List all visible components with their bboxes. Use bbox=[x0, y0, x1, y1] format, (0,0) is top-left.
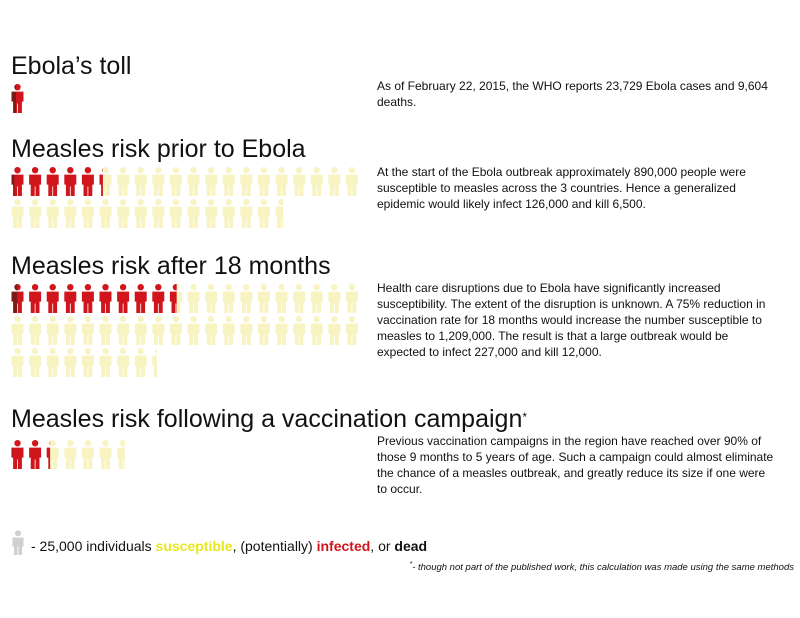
figure-s2-15-susceptible bbox=[275, 284, 288, 313]
figure-s2-47-susceptible bbox=[134, 348, 147, 377]
figure-s1-27 bbox=[134, 199, 147, 228]
figure-s1-1 bbox=[29, 167, 42, 196]
legend-or: , or bbox=[370, 538, 395, 554]
figure-s2-45 bbox=[99, 348, 112, 377]
figure-s1-1-infected bbox=[29, 167, 42, 196]
figure-s2-19-susceptible bbox=[345, 284, 358, 313]
figure-s1-7-susceptible bbox=[134, 167, 147, 196]
figure-s3-6 bbox=[117, 440, 125, 469]
figure-s2-11 bbox=[205, 284, 218, 313]
pictograph-ebola-toll bbox=[0, 82, 370, 118]
section-title-vaccination-campaign bbox=[11, 405, 527, 433]
figure-s2-17-susceptible bbox=[310, 284, 323, 313]
section-title-measles-18-months: Measles risk after 18 months bbox=[11, 252, 331, 280]
figure-s2-25-susceptible bbox=[99, 316, 112, 345]
figure-s2-4-infected bbox=[81, 284, 94, 313]
figure-s2-2 bbox=[46, 284, 59, 313]
figure-s2-32 bbox=[222, 316, 235, 345]
figure-s2-3-infected bbox=[64, 284, 77, 313]
figure-s3-4 bbox=[81, 440, 94, 469]
figure-s2-37 bbox=[310, 316, 323, 345]
figure-s2-41-susceptible bbox=[29, 348, 42, 377]
figure-s2-30-susceptible bbox=[187, 316, 200, 345]
figure-s1-25 bbox=[99, 199, 112, 228]
figure-s2-9-infected bbox=[169, 284, 177, 313]
figure-s1-17-susceptible bbox=[310, 167, 323, 196]
figure-s2-39 bbox=[345, 316, 358, 345]
figure-s2-24-susceptible bbox=[81, 316, 94, 345]
pictograph-measles-prior bbox=[0, 165, 370, 231]
figure-s1-13-susceptible bbox=[240, 167, 253, 196]
figure-s2-31 bbox=[205, 316, 218, 345]
figure-s2-34-susceptible bbox=[257, 316, 270, 345]
figure-s2-14-susceptible bbox=[257, 284, 270, 313]
figure-s1-17 bbox=[310, 167, 323, 196]
figure-s2-3 bbox=[64, 284, 77, 313]
figure-s1-25-susceptible bbox=[99, 199, 112, 228]
figure-s2-36 bbox=[293, 316, 306, 345]
figure-s2-38-susceptible bbox=[328, 316, 341, 345]
figure-s2-28-susceptible bbox=[152, 316, 165, 345]
figure-s1-20-susceptible bbox=[11, 199, 24, 228]
figure-s1-3 bbox=[64, 167, 77, 196]
figure-s1-8 bbox=[152, 167, 165, 196]
figure-s1-12-susceptible bbox=[222, 167, 235, 196]
figure-s2-47 bbox=[134, 348, 147, 377]
section-title-ebola-toll: Ebola’s toll bbox=[11, 52, 132, 80]
footnote-mark-small: * bbox=[409, 561, 413, 568]
legend-text bbox=[31, 538, 427, 554]
figure-s1-22 bbox=[46, 199, 59, 228]
figure-s3-6-susceptible bbox=[117, 440, 125, 469]
legend-susceptible: susceptible bbox=[155, 538, 233, 554]
figure-s2-11-susceptible bbox=[205, 284, 218, 313]
figure-s2-27 bbox=[134, 316, 147, 345]
section-title-vaccination-campaign-text: Measles risk following a vaccination campaign bbox=[11, 405, 523, 433]
figure-s1-5 bbox=[99, 167, 112, 196]
figure-s1-9-susceptible bbox=[169, 167, 182, 196]
figure-s1-23 bbox=[64, 199, 77, 228]
figure-s0-0 bbox=[11, 84, 24, 113]
figure-s2-23-susceptible bbox=[64, 316, 77, 345]
figure-s2-44 bbox=[81, 348, 94, 377]
figure-s2-8 bbox=[152, 284, 165, 313]
figure-s3-4-susceptible bbox=[81, 440, 94, 469]
figure-s1-0-infected bbox=[14, 167, 24, 196]
figure-s1-14-susceptible bbox=[257, 167, 270, 196]
figure-s1-31 bbox=[205, 199, 218, 228]
figure-s2-30 bbox=[187, 316, 200, 345]
figure-s2-10 bbox=[187, 284, 200, 313]
figure-s2-0-dead bbox=[11, 284, 18, 313]
figure-s1-35 bbox=[275, 199, 283, 228]
figure-s2-0 bbox=[11, 284, 24, 313]
figure-s1-2-infected bbox=[46, 167, 59, 196]
figure-s1-28 bbox=[152, 199, 165, 228]
figure-s1-15-susceptible bbox=[275, 167, 288, 196]
figure-s1-26 bbox=[117, 199, 130, 228]
figure-s3-5-susceptible bbox=[99, 440, 112, 469]
figure-s1-24-susceptible bbox=[81, 199, 94, 228]
figure-s2-26 bbox=[117, 316, 130, 345]
figure-s2-38 bbox=[328, 316, 341, 345]
figure-s2-39-susceptible bbox=[345, 316, 358, 345]
figure-s2-29 bbox=[169, 316, 182, 345]
figure-s2-31-susceptible bbox=[205, 316, 218, 345]
section-title-measles-prior: Measles risk prior to Ebola bbox=[11, 135, 306, 163]
figure-s2-4 bbox=[81, 284, 94, 313]
figure-s2-16 bbox=[293, 284, 306, 313]
figure-s1-5-infected bbox=[99, 167, 103, 196]
figure-s1-11-susceptible bbox=[205, 167, 218, 196]
figure-s3-2-infected bbox=[46, 440, 50, 469]
pictograph-measles-18-months bbox=[0, 282, 370, 380]
footnote-text: - though not part of the published work, this calculation was made using the same methods bbox=[412, 562, 794, 574]
figure-s2-23 bbox=[64, 316, 77, 345]
figure-s2-34 bbox=[257, 316, 270, 345]
figure-s2-2-infected bbox=[46, 284, 59, 313]
figure-s1-31-susceptible bbox=[205, 199, 218, 228]
figure-s1-6-susceptible bbox=[117, 167, 130, 196]
figure-s2-13 bbox=[240, 284, 253, 313]
figure-s1-8-susceptible bbox=[152, 167, 165, 196]
pictograph-vaccination-campaign bbox=[0, 438, 370, 504]
figure-s2-43 bbox=[64, 348, 77, 377]
figure-s2-26-susceptible bbox=[117, 316, 130, 345]
figure-s2-32-susceptible bbox=[222, 316, 235, 345]
figure-s2-35 bbox=[275, 316, 288, 345]
figure-s2-12 bbox=[222, 284, 235, 313]
figure-s2-6-infected bbox=[117, 284, 130, 313]
figure-s2-35-susceptible bbox=[275, 316, 288, 345]
figure-s1-5-susceptible bbox=[103, 167, 113, 196]
figure-s1-18-susceptible bbox=[328, 167, 341, 196]
figure-s1-14 bbox=[257, 167, 270, 196]
figure-s1-2 bbox=[46, 167, 59, 196]
section-text-ebola-toll: As of February 22, 2015, the WHO reports 23,729 Ebola cases and 9,604 deaths. bbox=[377, 79, 768, 109]
figure-s1-28-susceptible bbox=[152, 199, 165, 228]
figure-s1-0-dead bbox=[11, 167, 15, 196]
figure-s2-1-infected bbox=[29, 284, 42, 313]
figure-s2-5-infected bbox=[99, 284, 112, 313]
figure-s2-27-susceptible bbox=[134, 316, 147, 345]
figure-s2-46-susceptible bbox=[117, 348, 130, 377]
figure-s3-0-infected bbox=[12, 440, 24, 469]
figure-s1-0 bbox=[11, 167, 24, 196]
figure-s2-28 bbox=[152, 316, 165, 345]
figure-s2-14 bbox=[257, 284, 270, 313]
figure-s1-7 bbox=[134, 167, 147, 196]
figure-s1-21 bbox=[29, 199, 42, 228]
figure-s2-24 bbox=[81, 316, 94, 345]
legend-prefix: - 25,000 individuals bbox=[31, 538, 156, 554]
figure-s1-35-susceptible bbox=[275, 199, 283, 228]
figure-s1-19 bbox=[345, 167, 358, 196]
figure-s3-2 bbox=[46, 440, 59, 469]
figure-s1-16-susceptible bbox=[293, 167, 306, 196]
figure-s1-33-susceptible bbox=[240, 199, 253, 228]
figure-s2-10-susceptible bbox=[187, 284, 200, 313]
figure-s2-42-susceptible bbox=[46, 348, 59, 377]
figure-s2-22 bbox=[46, 316, 59, 345]
section-text-measles-prior: At the start of the Ebola outbreak approximately 890,000 people were susceptible to measles across the 3 countries. Hence a generalized epidemic would likely infect 126,000 and kill 6,500. bbox=[377, 165, 746, 211]
figure-s2-20-susceptible bbox=[11, 316, 24, 345]
figure-s2-42 bbox=[46, 348, 59, 377]
figure-s2-21 bbox=[29, 316, 42, 345]
figure-s1-30-susceptible bbox=[187, 199, 200, 228]
footnote-mark: * bbox=[522, 410, 528, 424]
figure-s2-17 bbox=[310, 284, 323, 313]
figure-s2-18-susceptible bbox=[328, 284, 341, 313]
figure-s3-0 bbox=[11, 440, 24, 469]
figure-s2-1 bbox=[29, 284, 42, 313]
figure-s1-32-susceptible bbox=[222, 199, 235, 228]
legend-figure-body bbox=[13, 538, 24, 556]
figure-s2-43-susceptible bbox=[64, 348, 77, 377]
figure-s2-7-infected bbox=[134, 284, 147, 313]
figure-s2-18 bbox=[328, 284, 341, 313]
figure-s3-1 bbox=[29, 440, 42, 469]
figure-s2-48-susceptible bbox=[152, 348, 157, 377]
figure-s1-30 bbox=[187, 199, 200, 228]
figure-s3-5 bbox=[99, 440, 112, 469]
figure-s1-23-susceptible bbox=[64, 199, 77, 228]
figure-s2-46 bbox=[117, 348, 130, 377]
figure-s1-34 bbox=[257, 199, 270, 228]
legend-figure-head bbox=[15, 530, 21, 536]
figure-s1-12 bbox=[222, 167, 235, 196]
figure-s1-22-susceptible bbox=[46, 199, 59, 228]
figure-s3-3 bbox=[64, 440, 77, 469]
figure-s0-0-dead bbox=[11, 84, 16, 113]
figure-s2-41 bbox=[29, 348, 42, 377]
figure-s1-24 bbox=[81, 199, 94, 228]
figure-s3-2-susceptible bbox=[50, 440, 59, 469]
figure-s2-36-susceptible bbox=[293, 316, 306, 345]
figure-s1-19-susceptible bbox=[345, 167, 358, 196]
figure-s1-18 bbox=[328, 167, 341, 196]
figure-s2-29-susceptible bbox=[169, 316, 182, 345]
figure-s1-13 bbox=[240, 167, 253, 196]
figure-s1-4-infected bbox=[81, 167, 94, 196]
figure-s2-37-susceptible bbox=[310, 316, 323, 345]
section-text-measles-18-months: Health care disruptions due to Ebola have significantly increased susceptibility. The extent of the disruption is unknown. A 75% reduction in vaccination rate for 18 months would increase the number susceptible to measles to 1,209,000. The result is that a large outbreak would be expected to infect 227,000 and kill 12,000. bbox=[377, 281, 766, 359]
figure-s2-12-susceptible bbox=[222, 284, 235, 313]
figure-s1-32 bbox=[222, 199, 235, 228]
figure-s2-25 bbox=[99, 316, 112, 345]
legend-comma: , (potentially) bbox=[232, 538, 317, 554]
figure-s1-21-susceptible bbox=[29, 199, 42, 228]
figure-s2-13-susceptible bbox=[240, 284, 253, 313]
figure-s2-16-susceptible bbox=[293, 284, 306, 313]
figure-s1-6 bbox=[117, 167, 130, 196]
figure-s1-26-susceptible bbox=[117, 199, 130, 228]
figure-s2-7 bbox=[134, 284, 147, 313]
figure-s2-6 bbox=[117, 284, 130, 313]
figure-s2-40 bbox=[11, 348, 24, 377]
legend-dead: dead bbox=[394, 538, 428, 554]
figure-s2-33-susceptible bbox=[240, 316, 253, 345]
figure-s2-5 bbox=[99, 284, 112, 313]
figure-s2-0-infected bbox=[17, 284, 24, 313]
legend-figure-icon bbox=[11, 530, 25, 556]
figure-s2-22-susceptible bbox=[46, 316, 59, 345]
figure-s1-20 bbox=[11, 199, 24, 228]
figure-s2-9-susceptible bbox=[177, 284, 183, 313]
figure-s1-29 bbox=[169, 199, 182, 228]
figure-s1-9 bbox=[169, 167, 182, 196]
figure-s1-3-infected bbox=[64, 167, 77, 196]
figure-s2-48 bbox=[152, 348, 157, 377]
figure-s2-40-susceptible bbox=[11, 348, 24, 377]
figure-s3-1-infected bbox=[29, 440, 42, 469]
legend-infected: infected bbox=[316, 538, 371, 554]
section-text-vaccination-campaign: Previous vaccination campaigns in the region have reached over 90% of those 9 months to 5 years of age. Such a campaign could almost eliminate the chance of a measles outbreak, and greatly reduce its size if one were to occur. bbox=[377, 434, 774, 496]
figure-s1-4 bbox=[81, 167, 94, 196]
figure-s2-45-susceptible bbox=[99, 348, 112, 377]
figure-s1-29-susceptible bbox=[169, 199, 182, 228]
figure-s2-20 bbox=[11, 316, 24, 345]
figure-s2-33 bbox=[240, 316, 253, 345]
figure-s1-27-susceptible bbox=[134, 199, 147, 228]
figure-s0-0-infected bbox=[16, 84, 24, 113]
figure-s2-44-susceptible bbox=[81, 348, 94, 377]
figure-s1-11 bbox=[205, 167, 218, 196]
figure-s1-34-susceptible bbox=[257, 199, 270, 228]
figure-s1-15 bbox=[275, 167, 288, 196]
figure-s2-15 bbox=[275, 284, 288, 313]
figure-s2-21-susceptible bbox=[29, 316, 42, 345]
figure-s1-10 bbox=[187, 167, 200, 196]
figure-s2-8-infected bbox=[152, 284, 165, 313]
figure-s1-16 bbox=[293, 167, 306, 196]
footnote bbox=[409, 559, 794, 574]
figure-s2-9 bbox=[169, 284, 182, 313]
figure-s1-10-susceptible bbox=[187, 167, 200, 196]
figure-s3-3-susceptible bbox=[64, 440, 77, 469]
figure-s2-19 bbox=[345, 284, 358, 313]
figure-s1-33 bbox=[240, 199, 253, 228]
